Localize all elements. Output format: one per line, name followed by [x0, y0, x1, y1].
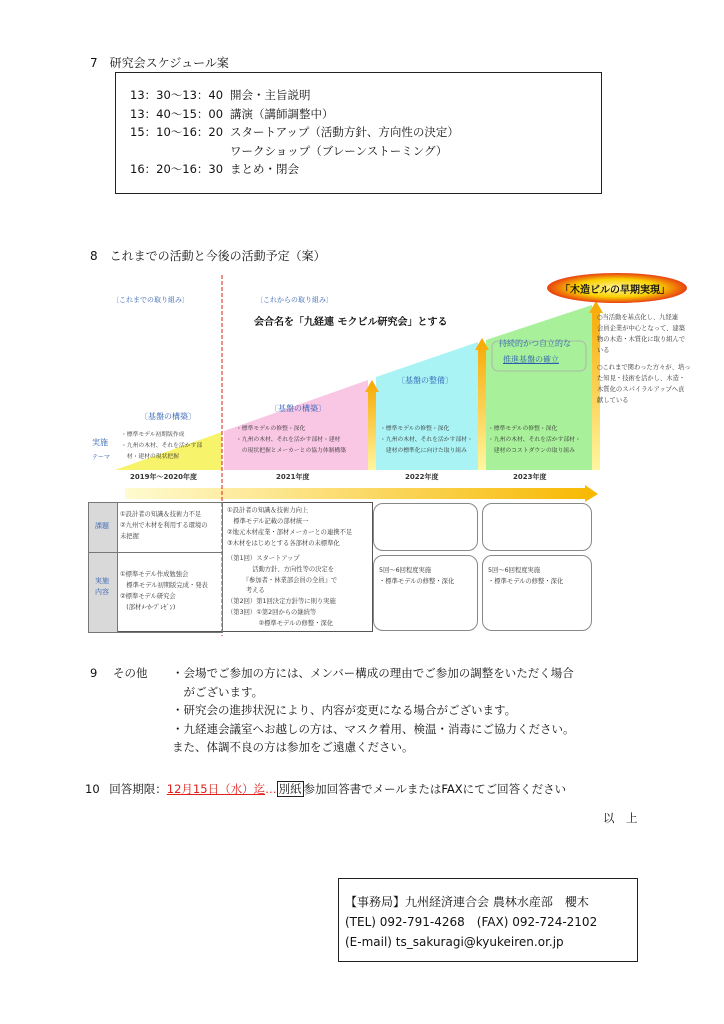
schedule-time: 13：40〜15：00: [130, 106, 224, 121]
headline: 会合名を「九経連 モクビル研究会」とする: [254, 317, 448, 328]
section8-title: 8 これまでの活動と今後の活動予定（案）: [90, 249, 326, 263]
stage-title: 〔基盤の構築〕: [270, 404, 326, 413]
contact-box: [338, 878, 638, 962]
row-label-content-2: 内容: [95, 588, 109, 596]
stage-line: ・九州の木材、それを活かす部: [121, 443, 203, 449]
section9-title: その他: [113, 666, 148, 680]
text-line: （第2回）第1回決定方針等に則り実施: [227, 598, 336, 606]
text-line: 未把握: [120, 533, 139, 540]
text-line: （第1回）スタートアップ: [227, 555, 300, 562]
issues-past: [120, 509, 208, 542]
timeline-arrow: [125, 485, 598, 502]
stage-line: ・九州の木材、それを活かす部材・: [488, 437, 581, 443]
box-2022-issues: [373, 503, 478, 551]
text-line: ②地元木材産業・部材メーカーとの連携不足: [227, 529, 353, 536]
text-line: （第3回）①第2回からの継続等: [227, 608, 317, 616]
text-line: ②九州で木材を利用する環境の: [120, 522, 208, 529]
section9-notes: [172, 664, 575, 757]
text-line: 5回〜6回程度実施: [379, 567, 432, 574]
box-2023-content: [482, 555, 592, 631]
theme-label: 実施: [92, 438, 108, 447]
schedule-time: 13：30〜13：40: [130, 88, 224, 102]
schedule-item: まとめ・閉会: [230, 162, 299, 177]
theme-label-sub: テーマ: [92, 454, 111, 461]
section10-num: 10: [85, 782, 100, 796]
text-line: がございます。: [172, 684, 264, 699]
schedule-item: 講演（講師調整中）: [230, 106, 334, 121]
deadline-date: 12月15日（水）迄: [166, 782, 266, 796]
text-line: ○当活動を基点化し、九経連: [597, 314, 679, 321]
text-line: ・標準モデルの修整・深化: [488, 578, 564, 585]
text-line: ○これまで関わった方々が、培っ: [597, 364, 691, 372]
closing: 以 上: [603, 811, 638, 825]
text-line: ・会場でご参加の方には、メンバー構成の理由でご参加の調整をいただく場合: [172, 666, 574, 680]
stage-year: 2022年度: [405, 473, 439, 481]
stage-year: 2021年度: [276, 473, 310, 481]
stage-line: 建材のコストダウンの取り組み: [488, 448, 575, 454]
stage-line: ・標準モデルの修整・深化: [236, 426, 306, 432]
stage-title-2: 推進基盤の確立: [503, 355, 559, 364]
text-line: 活動方針、方向性等の決定を: [227, 565, 335, 573]
row-label-content: 実施: [95, 577, 109, 585]
text-line: ①設計者の知識＆技術力不足: [120, 511, 202, 518]
contact-email[interactable]: (E-mail) ts_sakuragi@kyukeiren.or.jp: [345, 935, 564, 949]
text-line: ・標準モデルの修整・深化: [379, 578, 455, 585]
text-line: 標準モデル初期版完成・発表: [120, 582, 208, 589]
stage-line: ・標準モデルの修整・深化: [488, 426, 558, 432]
text-line: た知見・技術を活かし、木造・: [597, 375, 686, 383]
stage-line: ・標準モデル初期版作成: [121, 432, 185, 438]
text-line: ①設計者の知識＆技術力向上: [227, 507, 309, 514]
schedule-item: ワークショップ（ブレーンストーミング）: [230, 143, 448, 158]
past-label: 〔これまでの取り組み〕: [112, 296, 189, 304]
section10: [85, 780, 566, 799]
activity-table: [88, 502, 373, 632]
text-line: 標準モデル記載の部材統一: [227, 518, 309, 525]
text-line: 会員企業が中心となって、建築: [597, 325, 686, 332]
text-line: ・研究会の進捗状況により、内容が変更になる場合がございます。: [172, 703, 517, 718]
text-line: 5回〜6回程度実施: [488, 567, 541, 574]
text-line: また、体調不良の方は参加をご遠慮ください。: [172, 740, 414, 755]
text-line: 献している: [597, 397, 629, 405]
content-past: [120, 569, 208, 613]
stage-title: 持続的かつ自立的な: [499, 339, 571, 348]
box-2023-issues: [482, 503, 592, 551]
deadline-instruction: 参加回答書でメールまたはFAXにてご回答ください: [303, 782, 567, 796]
contact-office: 【事務局】九州経済連合会 農林水産部 櫻木: [345, 895, 589, 909]
stage-title: 〔基盤の構築〕: [140, 412, 196, 421]
deadline-label: 回答期限：: [109, 782, 167, 796]
stage-title: 〔基盤の整備〕: [397, 376, 453, 385]
stage-line: ・九州の木材、それを活かす部材・建材: [236, 437, 341, 443]
section7-title: 7 研究会スケジュール案: [90, 56, 229, 70]
content-2021: [227, 554, 337, 630]
stage-year: 2023年度: [513, 473, 547, 481]
side-notes: [597, 312, 691, 406]
schedule-time: 15：10〜16：20: [130, 125, 224, 140]
box-2022-content: [373, 555, 478, 631]
text-line: (部材ﾒｰｶｰﾌﾟﾚｾﾞﾝ): [120, 604, 176, 611]
stage-line: 材・建材の現状把握: [121, 454, 179, 460]
text-line: 木質化のスパイラルアップへ貢: [597, 386, 685, 394]
future-label: 〔これからの取り組み〕: [256, 296, 333, 304]
deadline-dots: …: [265, 782, 277, 796]
goal-text: 「木造ビルの早期実現」: [560, 285, 670, 296]
text-line: ③木材をはじめとする各部材の未標準化: [227, 540, 340, 547]
stage-line: ・九州の木材、それを活かす部材・: [380, 437, 473, 443]
text-line: 物の木造・木質化に取り組んで: [597, 336, 686, 343]
stage-line: ・標準モデルの修整・深化: [380, 426, 450, 432]
stage-line: 建材の標準化に向けた取り組み: [380, 448, 467, 454]
text-line: ①標準モデル作成勉強会: [120, 571, 189, 578]
text-line: ②標準モデルの修整・深化: [227, 619, 334, 627]
stage-year: 2019年〜2020年度: [130, 473, 197, 481]
issues-2021: [227, 505, 352, 549]
text-line: ・九経連会議室へお越しの方は、マスク着用、検温・消毒にご協力ください。: [172, 721, 575, 736]
schedule-item: 開会・主旨説明: [230, 88, 311, 102]
section9-num: 9: [90, 666, 98, 680]
text-line: 『参加者・林業部会員の全員』で: [227, 576, 338, 584]
row-label-issues: 課題: [95, 522, 109, 530]
text-line: いる: [597, 347, 610, 354]
schedule-time: 16：20〜16：30: [130, 162, 224, 177]
contact-phone-fax: (TEL) 092-791-4268 (FAX) 092-724-2102: [345, 915, 598, 929]
stage-line: の現状把握とメーカーとの協力体制構築: [236, 448, 347, 454]
schedule-item: スタートアップ（活動方針、方向性の決定）: [230, 125, 459, 140]
text-line: 考える: [227, 587, 265, 595]
text-line: ②標準モデル研究会: [120, 593, 176, 600]
attachment-box: 別紙: [278, 782, 302, 796]
